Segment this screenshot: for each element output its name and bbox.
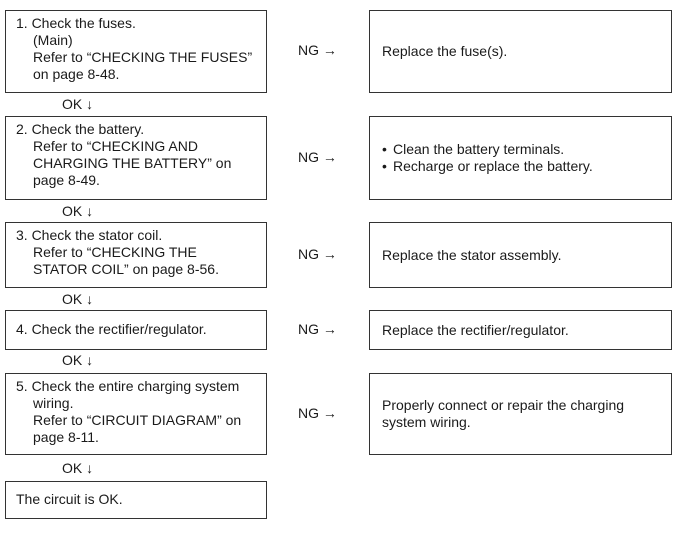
final-text: The circuit is OK. bbox=[16, 491, 123, 507]
step-5-detail: Refer to “CIRCUIT DIAGRAM” on bbox=[33, 412, 242, 428]
step-5-result: Properly connect or repair the charging bbox=[382, 397, 625, 413]
step-3-result-box bbox=[369, 222, 672, 288]
step-4-box bbox=[5, 310, 267, 350]
step-1-box bbox=[5, 10, 267, 93]
step-2-detail: page 8-49. bbox=[33, 172, 100, 188]
step-4-ng-label: NG → bbox=[298, 321, 337, 337]
step-4-ok-label: OK ↓ bbox=[62, 352, 94, 368]
step-3-result: Replace the stator assembly. bbox=[382, 246, 562, 263]
step-2-result: Clean the battery terminals. bbox=[393, 141, 565, 157]
step-2-box bbox=[5, 116, 267, 200]
step-1-detail: Refer to “CHECKING THE FUSES” bbox=[33, 49, 253, 65]
step-2-ok-label: OK ↓ bbox=[62, 203, 94, 219]
bullet-mark: • bbox=[382, 141, 387, 157]
final-box bbox=[5, 481, 267, 519]
step-4-title: 4. Check the rectifier/regulator. bbox=[16, 321, 207, 337]
step-1-result: Replace the fuse(s). bbox=[382, 43, 508, 59]
step-2-result-bullet bbox=[382, 158, 671, 175]
step-5-ok-label: OK ↓ bbox=[62, 460, 94, 476]
step-1-detail: on page 8-48. bbox=[33, 66, 120, 82]
step-3-ok-label: OK ↓ bbox=[62, 291, 94, 307]
step-2-result-bullet bbox=[382, 141, 671, 158]
step-5-detail: wiring. bbox=[33, 395, 74, 411]
step-3-title: 3. Check the stator coil. bbox=[16, 227, 163, 243]
step-3-detail: STATOR COIL” on page 8-56. bbox=[33, 261, 219, 277]
step-2-detail: CHARGING THE BATTERY” on bbox=[33, 155, 232, 171]
step-1-title: 1. Check the fuses. bbox=[16, 15, 136, 31]
step-2-result-box bbox=[369, 116, 672, 200]
step-3-detail: Refer to “CHECKING THE bbox=[33, 244, 197, 260]
step-5-result-box bbox=[369, 373, 672, 455]
step-5-box bbox=[5, 373, 267, 455]
step-2-ng-label: NG → bbox=[298, 149, 337, 165]
step-4-result: Replace the rectifier/regulator. bbox=[382, 321, 569, 338]
step-2-title: 2. Check the battery. bbox=[16, 121, 145, 137]
bullet-mark: • bbox=[382, 158, 387, 174]
step-1-result-box bbox=[369, 10, 672, 93]
step-1-detail: (Main) bbox=[33, 32, 73, 48]
step-4-result-box bbox=[369, 310, 672, 350]
step-5-ng-label: NG → bbox=[298, 405, 337, 421]
step-1-ok-label: OK ↓ bbox=[62, 96, 94, 112]
step-3-box bbox=[5, 222, 267, 288]
step-1-ng-label: NG → bbox=[298, 42, 337, 58]
step-5-result: system wiring. bbox=[382, 414, 471, 430]
step-2-result: Recharge or replace the battery. bbox=[393, 158, 593, 174]
step-2-detail: Refer to “CHECKING AND bbox=[33, 138, 198, 154]
step-5-detail: page 8-11. bbox=[33, 429, 99, 445]
step-5-title: 5. Check the entire charging system bbox=[16, 378, 240, 394]
step-3-ng-label: NG → bbox=[298, 246, 337, 262]
